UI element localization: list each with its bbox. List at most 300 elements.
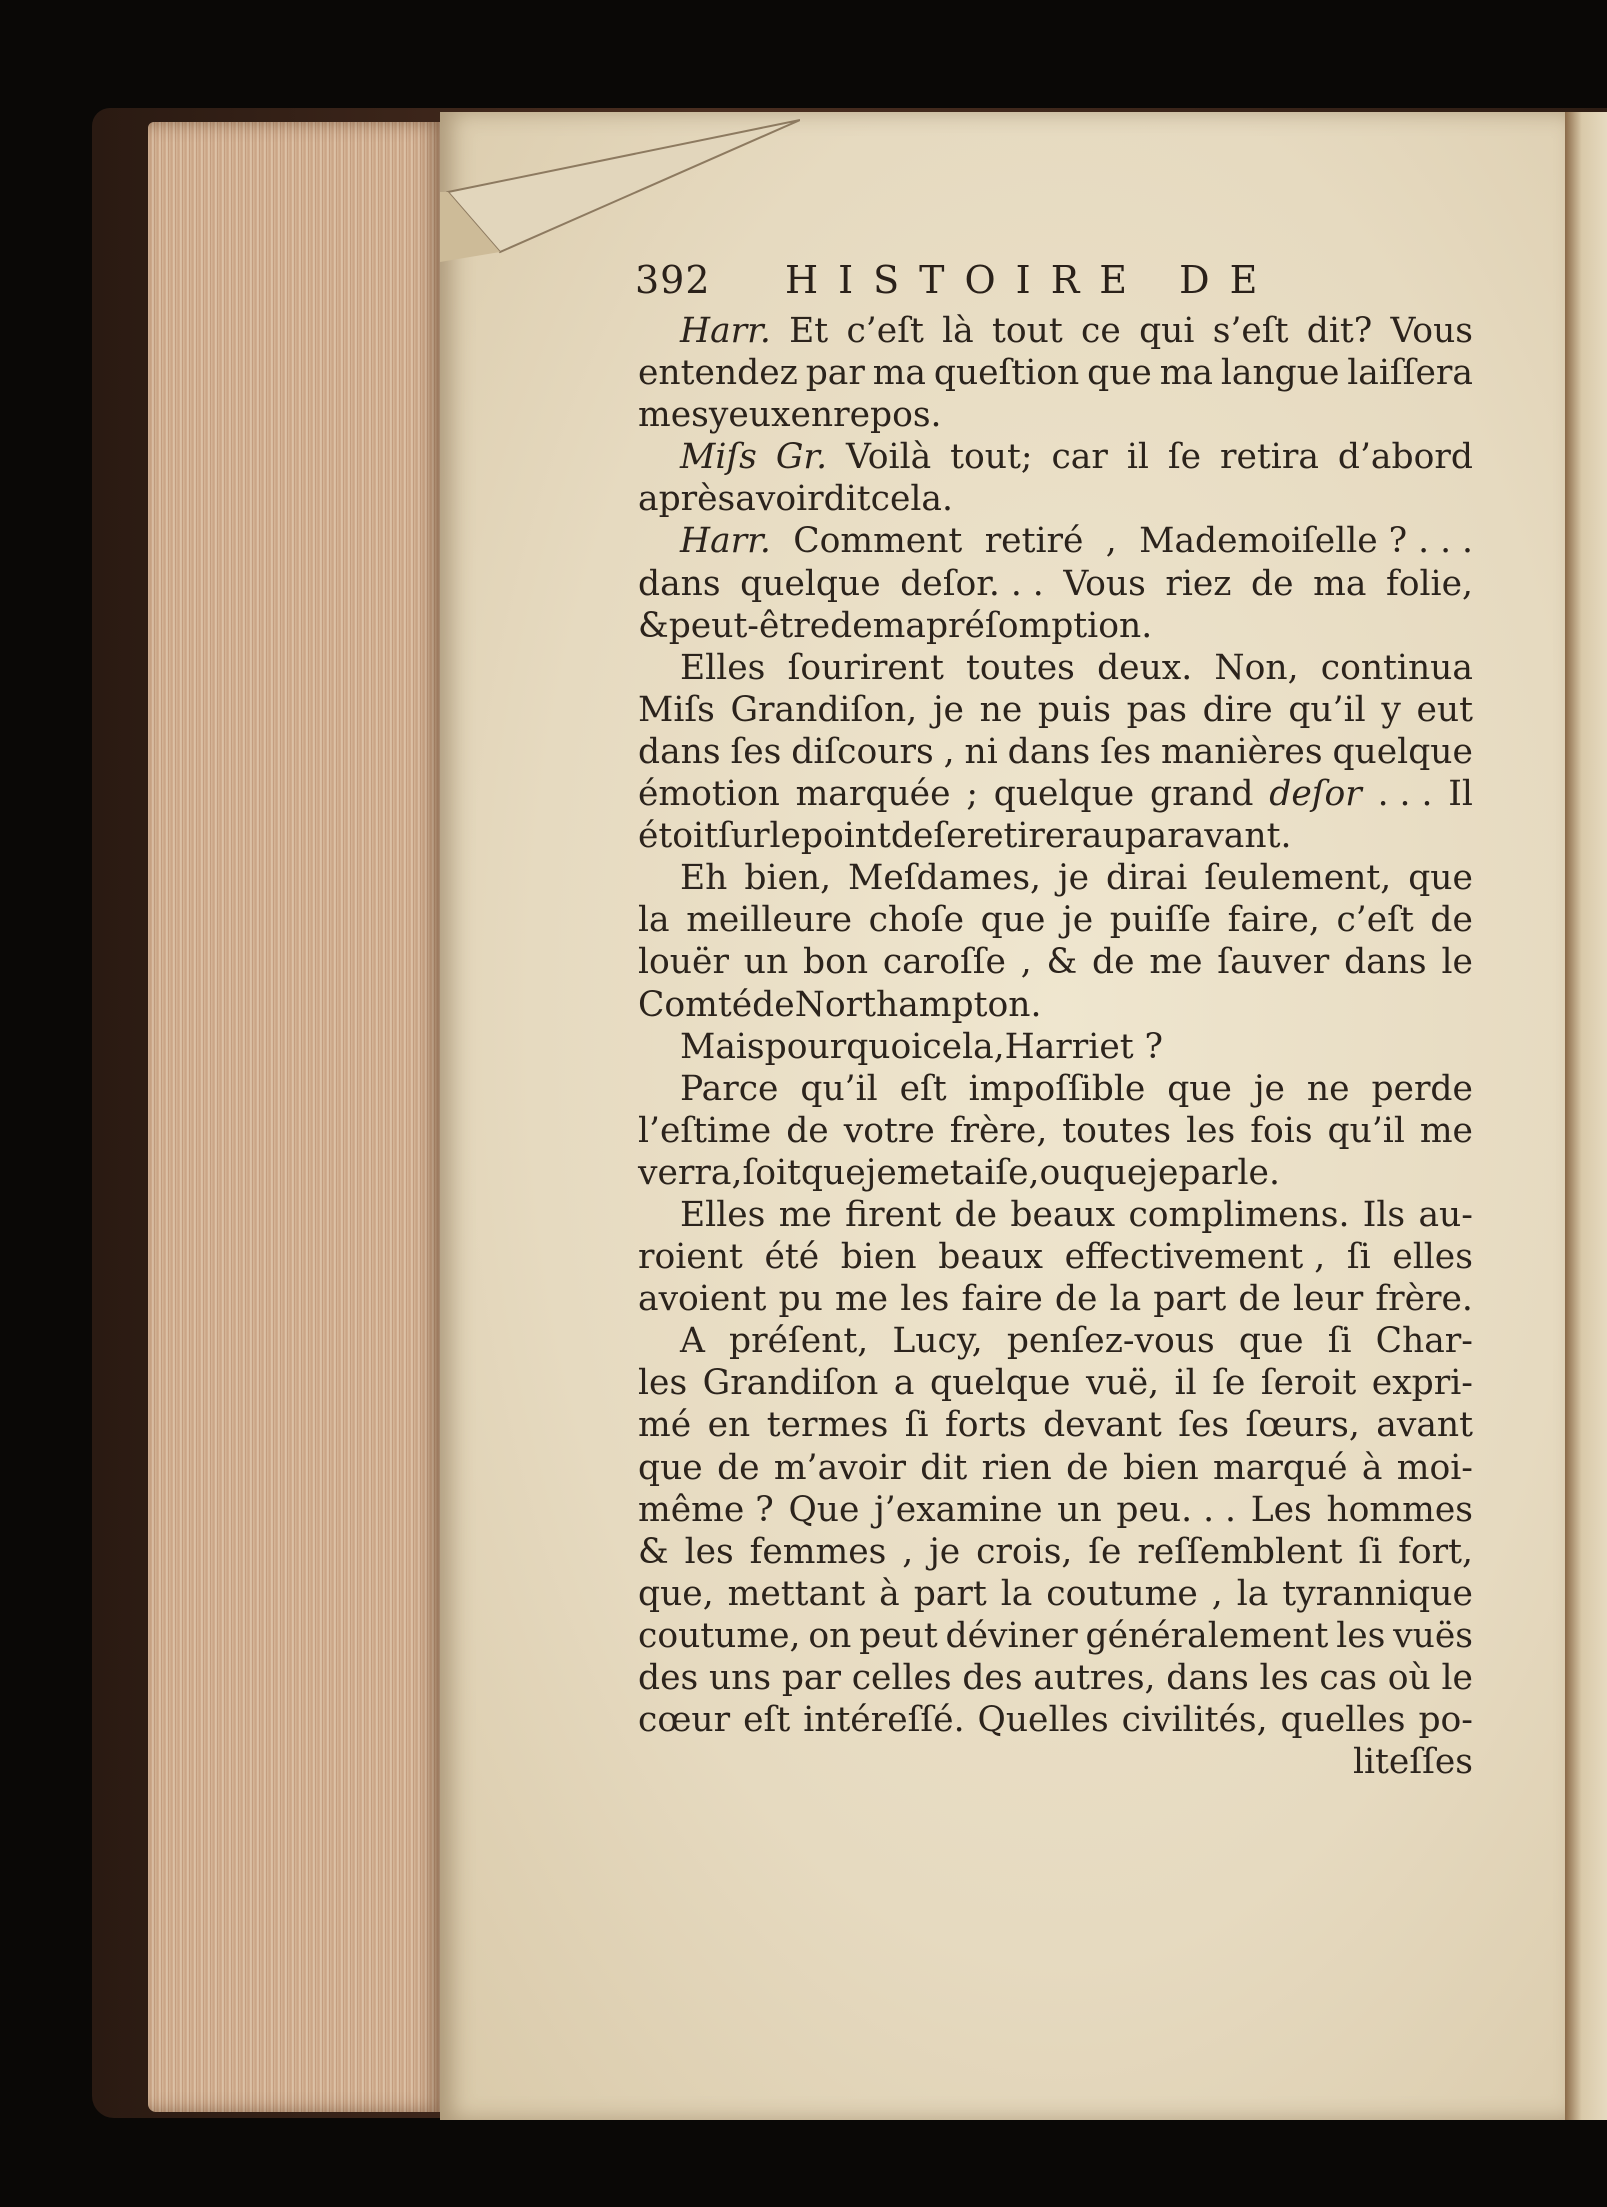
word: je [1253, 1068, 1285, 1109]
word: étoit [638, 816, 718, 857]
word: dire [1202, 689, 1273, 730]
word: manières [1160, 731, 1323, 772]
word: été [764, 1237, 820, 1278]
word: que [1238, 1321, 1304, 1362]
word: ni [964, 731, 998, 772]
text-line [638, 815, 1473, 857]
word: au- [1418, 1194, 1473, 1235]
word: un [743, 942, 789, 983]
word: bien, [744, 858, 832, 899]
word: mettant [727, 1573, 866, 1614]
word: grand [1150, 774, 1254, 815]
word: l’eſtime [638, 1110, 772, 1151]
word: où [1387, 1658, 1431, 1698]
word: tout [992, 311, 1063, 351]
word: taiſe, [949, 1152, 1040, 1193]
text-line [638, 1320, 1473, 1362]
word: on [808, 1615, 852, 1656]
word: ne [1306, 1068, 1350, 1109]
word: penſez-vous [1006, 1321, 1215, 1362]
word: quelque [993, 774, 1135, 815]
word: là [942, 311, 974, 351]
word: part [913, 1573, 987, 1614]
text-line [638, 1573, 1473, 1615]
text-line [638, 1194, 1473, 1236]
word: dans [638, 563, 721, 604]
word: Harr. [680, 311, 771, 351]
word: Mais [680, 1026, 765, 1067]
word: Lucy, [892, 1321, 983, 1362]
word: retiré [984, 521, 1084, 562]
word: femmes [749, 1531, 887, 1572]
word: dit [920, 1447, 968, 1488]
word: ma [1313, 563, 1367, 604]
word: m’avoir [773, 1447, 906, 1488]
word: bon [802, 942, 869, 983]
word: Vous [1063, 563, 1146, 604]
word: repos. [833, 395, 942, 436]
word: me [1419, 1110, 1473, 1151]
word: reſſemblent [1137, 1531, 1343, 1572]
word: ſœurs, [1245, 1405, 1360, 1446]
word: Northampton. [794, 984, 1042, 1025]
word: j’examine [874, 1489, 1043, 1530]
word: fort, [1398, 1531, 1473, 1572]
word: Parce [680, 1068, 779, 1109]
word: , [1211, 1573, 1223, 1614]
word: queſtion [933, 353, 1080, 394]
word: ce [1081, 311, 1121, 351]
word: je [1062, 900, 1094, 941]
word: ſoit [742, 1152, 801, 1193]
word: leur [1293, 1279, 1364, 1320]
word: à [1361, 1447, 1383, 1488]
text-line [638, 731, 1473, 773]
text-line [638, 689, 1473, 731]
word: de [717, 1447, 760, 1488]
word: deſor. . . [900, 563, 1044, 604]
word: généralement [1085, 1615, 1329, 1656]
word: des [962, 1658, 1023, 1698]
word: yeux [708, 395, 791, 436]
word: ma [1159, 353, 1213, 394]
text-line [638, 478, 1473, 520]
word: les [900, 1279, 950, 1320]
word: les [1259, 1658, 1309, 1698]
word: ſes [1178, 1405, 1230, 1446]
text-line [638, 941, 1473, 983]
word: de [1092, 942, 1135, 983]
word: mé [638, 1405, 692, 1446]
word: complimens. [1128, 1194, 1350, 1235]
word: peut-être [668, 605, 831, 646]
word: de [890, 816, 934, 857]
word: la [1109, 1279, 1142, 1320]
word: faire [961, 1279, 1043, 1320]
word: A [680, 1321, 705, 1362]
word: avoir [735, 479, 824, 520]
word: cela. [870, 479, 953, 520]
word: Quelles [977, 1700, 1109, 1741]
word: ſauver [1217, 942, 1330, 983]
word: Comment [793, 521, 963, 562]
word: frère, [949, 1110, 1048, 1151]
word: , [1020, 942, 1032, 983]
word: en [707, 1405, 751, 1446]
text-line [638, 1657, 1473, 1699]
word: devant [1043, 1405, 1162, 1446]
word: que [1408, 858, 1473, 899]
word: ; [966, 774, 978, 815]
word: après [638, 479, 736, 520]
word: pas [1126, 689, 1187, 730]
word: de [1066, 1447, 1109, 1488]
text-line [638, 1026, 1473, 1068]
word: dans [1007, 731, 1091, 772]
word: perde [1371, 1068, 1473, 1109]
word: quelque [740, 563, 881, 604]
word: effectivement , [1064, 1237, 1326, 1278]
word: marqué [1213, 1447, 1348, 1488]
word: Gr. [775, 437, 828, 478]
word: que [638, 1447, 703, 1488]
word: les [1186, 1110, 1236, 1151]
word: par [805, 353, 865, 394]
word: deux. [1097, 647, 1193, 688]
word: Meſdames, [848, 858, 1042, 899]
word: & [638, 1531, 669, 1572]
word: que [980, 900, 1046, 941]
word: émotion [638, 774, 780, 815]
word: en [790, 395, 834, 436]
word: & [1046, 942, 1078, 983]
word: ne [979, 689, 1023, 730]
word: cœur [638, 1700, 731, 1741]
word: il [1174, 1363, 1197, 1404]
word: je [1147, 1152, 1179, 1193]
word: mes [638, 395, 709, 436]
word: eut [1416, 689, 1473, 730]
word: forts [945, 1405, 1027, 1446]
word: ſi [904, 1405, 929, 1446]
word: parle. [1178, 1152, 1280, 1193]
word: de [954, 1194, 998, 1235]
word: celles [851, 1658, 952, 1698]
text-line [638, 352, 1473, 394]
word: ſourirent [787, 647, 944, 688]
word: caroſſe [882, 942, 1006, 983]
word: uns [708, 1658, 772, 1698]
word: ſi [1358, 1531, 1383, 1572]
word: pourquoi [764, 1026, 923, 1067]
word: je [932, 689, 964, 730]
word: Et [789, 311, 829, 351]
word: Non, [1214, 647, 1299, 688]
word: les [684, 1531, 734, 1572]
word: eſt [743, 1700, 791, 1741]
body-text [638, 310, 1473, 1783]
word: dans [638, 731, 721, 772]
word: Char- [1375, 1321, 1473, 1362]
word: le [1441, 1658, 1473, 1698]
word: dirai [1106, 858, 1188, 899]
word: me [1149, 942, 1203, 983]
running-title: HISTOIRE DE [785, 258, 1278, 302]
word: moi- [1396, 1447, 1473, 1488]
word: s’eſt [1212, 311, 1289, 351]
word: Voilà [846, 437, 932, 478]
word: déviner [945, 1615, 1078, 1656]
word: me [778, 1194, 832, 1235]
word: louër [638, 942, 729, 983]
word: de [1251, 563, 1294, 604]
word: la [1000, 1573, 1033, 1614]
text-line [638, 1741, 1473, 1783]
word: folie, [1385, 563, 1473, 604]
word: vuës [1393, 1615, 1473, 1656]
word: le [1441, 942, 1473, 983]
word: ou [1039, 1152, 1083, 1193]
word: vuë, [1086, 1363, 1160, 1404]
word: . . . [1377, 774, 1433, 815]
word: cas [1319, 1658, 1378, 1698]
text-line [638, 1489, 1473, 1531]
text-line [638, 984, 1473, 1026]
text-line [638, 1068, 1473, 1110]
word: continua [1320, 647, 1473, 688]
word: la [1236, 1573, 1269, 1614]
word: autres, [1033, 1658, 1156, 1698]
word: ſeulement, [1204, 858, 1392, 899]
word: ma [872, 353, 926, 394]
word: bien [840, 1237, 917, 1278]
word: d’abord [1337, 437, 1473, 478]
word: de [1238, 1279, 1281, 1320]
word: préſomption. [925, 605, 1153, 646]
word: marquée [795, 774, 951, 815]
word: puiſſe [1109, 900, 1212, 941]
word: Harr. [680, 521, 771, 562]
word: dit [823, 479, 871, 520]
word: Miſs [638, 689, 715, 730]
word: , [943, 731, 955, 772]
word: Miſs [680, 437, 757, 478]
word: faire, [1227, 900, 1320, 941]
text-line [638, 773, 1473, 815]
word: coutume [1046, 1573, 1198, 1614]
word: ſe [1212, 1363, 1246, 1404]
word: beaux [1010, 1194, 1116, 1235]
text-line [638, 1699, 1473, 1741]
word: peu. . . [1116, 1489, 1236, 1530]
word: dans [1344, 942, 1427, 983]
word: tout; [950, 437, 1033, 478]
word: de [752, 984, 795, 1025]
word: Il [1448, 774, 1473, 815]
word: qu’il [1288, 689, 1366, 730]
word: votre [843, 1110, 935, 1151]
word: hommes [1326, 1489, 1473, 1530]
word: bien [1122, 1447, 1199, 1488]
word: pu [778, 1279, 823, 1320]
word: ſes [1100, 731, 1152, 772]
text-line [638, 563, 1473, 605]
word: Que [788, 1489, 860, 1530]
word: que [1087, 353, 1152, 394]
word: Ils [1362, 1194, 1406, 1235]
word: avoient [638, 1279, 767, 1320]
word: toutes [966, 647, 1075, 688]
word: ſur [717, 816, 770, 857]
word: ſe [933, 816, 967, 857]
word: laiſſera [1347, 353, 1473, 394]
word: ſi [1327, 1321, 1352, 1362]
text-line [638, 1615, 1473, 1657]
word: quelque [1332, 731, 1473, 772]
word: langue [1220, 353, 1340, 394]
word: je [1057, 858, 1090, 899]
word: quelque [930, 1363, 1071, 1404]
word: peut [859, 1615, 938, 1656]
word: roient [638, 1237, 743, 1278]
word: c’eſt [846, 311, 924, 351]
page-number: 392 [635, 258, 711, 302]
word: part [1153, 1279, 1227, 1320]
word: intéreſſé. [803, 1700, 965, 1741]
word: ſi [1346, 1237, 1371, 1278]
word: qu’il [800, 1068, 878, 1109]
word: , [902, 1531, 914, 1572]
word: Comté [638, 984, 753, 1025]
word: impoſſible [968, 1068, 1146, 1109]
word: Eh [680, 858, 728, 899]
word: po- [1418, 1700, 1473, 1741]
word: coutume, [638, 1615, 801, 1656]
word: retirer [966, 816, 1082, 857]
word: beaux [938, 1237, 1043, 1278]
text-line [638, 1152, 1473, 1194]
word: diſcours [791, 731, 934, 772]
text-line [638, 1404, 1473, 1446]
word: me [834, 1279, 889, 1320]
word: avant [1376, 1405, 1473, 1446]
word: car [1051, 437, 1108, 478]
word: Harriet ? [1004, 1026, 1164, 1067]
word: quelles [1280, 1700, 1406, 1741]
text-line [638, 647, 1473, 689]
word: un [1057, 1489, 1102, 1530]
text-line [638, 1110, 1473, 1152]
word: choſe [868, 900, 965, 941]
text-line [638, 436, 1473, 478]
word: Grandiſon, [730, 689, 918, 730]
word: des [638, 1658, 699, 1698]
text-line [638, 899, 1473, 941]
word: frère. [1375, 1279, 1473, 1320]
word: Les [1250, 1489, 1312, 1530]
text-line [638, 1447, 1473, 1489]
word: Vous [1390, 311, 1473, 351]
word: Grandiſon [702, 1363, 879, 1404]
text-line [638, 394, 1473, 436]
word: préſent, [729, 1321, 869, 1362]
word: c’eſt [1336, 900, 1414, 941]
word: ma [872, 605, 926, 646]
word: même ? [638, 1489, 774, 1530]
word: ſeroit [1260, 1363, 1357, 1404]
word: que, [638, 1573, 714, 1614]
word: meilleure [686, 900, 852, 941]
word: crois, [976, 1531, 1073, 1572]
text-line [638, 310, 1473, 352]
page-header [635, 258, 1380, 308]
word: tyrannique [1282, 1573, 1473, 1614]
word: Elles [680, 1194, 766, 1235]
word: ſe [1088, 1531, 1122, 1572]
word: puis [1037, 689, 1111, 730]
word: que [800, 1152, 866, 1193]
word: civilités, [1121, 1700, 1268, 1741]
text-line [638, 605, 1473, 647]
word: dans [1166, 1658, 1249, 1698]
word: entendez [638, 353, 798, 394]
word: les [638, 1363, 688, 1404]
word: me [896, 1152, 950, 1193]
word: verra, [638, 1152, 743, 1193]
word: je [865, 1152, 897, 1193]
word: par [781, 1658, 841, 1698]
word: dit? [1306, 311, 1373, 351]
text-line [638, 1278, 1473, 1320]
word: Elles [680, 647, 766, 688]
word: qui [1139, 311, 1195, 351]
word: rien [981, 1447, 1052, 1488]
word: que [1167, 1068, 1232, 1109]
word: la [638, 900, 670, 941]
word: termes [766, 1405, 889, 1446]
word: qu’il [1327, 1110, 1405, 1151]
word: les [1336, 1615, 1386, 1656]
word: a [893, 1363, 915, 1404]
word: toutes [1062, 1110, 1172, 1151]
word: elles [1392, 1237, 1473, 1278]
word: je [929, 1531, 961, 1572]
word: liteſſes [1352, 1742, 1473, 1783]
word: riez [1165, 563, 1232, 604]
text-line [638, 1362, 1473, 1404]
word: retira [1220, 437, 1319, 478]
word: point [800, 816, 891, 857]
text-line [638, 857, 1473, 899]
word: Mademoiſelle ? . . . [1139, 521, 1473, 562]
word: y [1381, 689, 1401, 730]
word: auparavant. [1081, 816, 1292, 857]
word: de [1430, 900, 1473, 941]
word: à [879, 1573, 900, 1614]
word: eſt [899, 1068, 947, 1109]
folded-page-corner [440, 112, 800, 262]
word: expri- [1371, 1363, 1473, 1404]
word: cela, [922, 1026, 1005, 1067]
word: il [1126, 437, 1149, 478]
word: de [786, 1110, 829, 1151]
word: ſe [1167, 437, 1202, 478]
page-edges [148, 122, 443, 2112]
text-line [638, 1236, 1473, 1278]
word: que [1082, 1152, 1148, 1193]
word: le [769, 816, 801, 857]
text-line [638, 1531, 1473, 1573]
